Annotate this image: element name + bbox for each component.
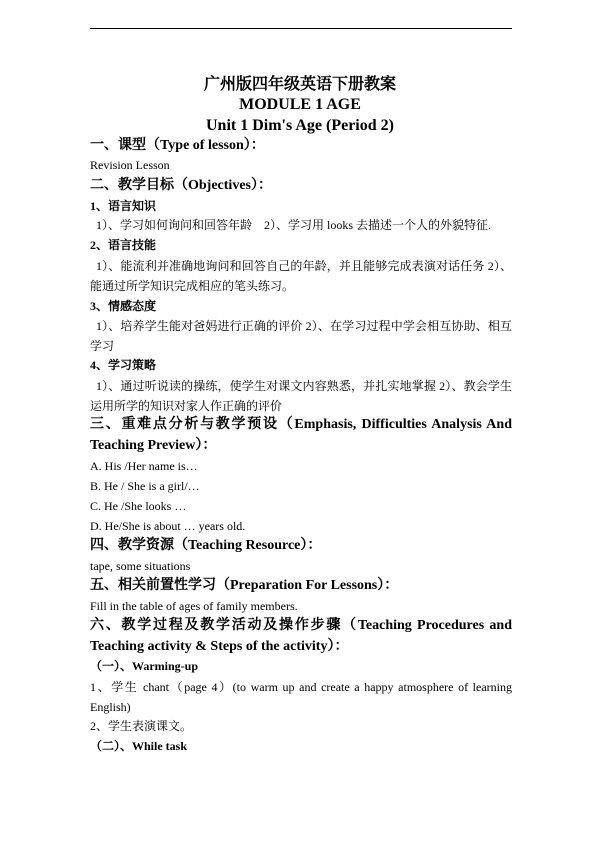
attitude-heading: 3、情感态度 xyxy=(90,299,157,313)
emphasis-item: C. He /She looks … xyxy=(90,499,187,513)
section-preparation-text: Fill in the table of ages of family members. xyxy=(90,599,298,613)
doc-title: 广州版四年级英语下册教案 xyxy=(203,76,396,93)
warmup-heading: （一）、Warming-up xyxy=(90,659,199,673)
section-type-text: Revision Lesson xyxy=(90,158,170,172)
emphasis-item: B. He / She is a girl/… xyxy=(90,479,200,493)
section-preparation-heading: 五、相关前置性学习（Preparation For Lessons）： xyxy=(90,578,399,593)
language-heading: 1、语言知识 xyxy=(90,199,157,213)
header-rule xyxy=(90,28,512,29)
section-procedures-heading: 六、教学过程及教学活动及操作步骤（Teaching Procedures and Teaching activity & Steps of the activity）： xyxy=(90,618,512,654)
emphasis-item: A. His /Her name is… xyxy=(90,459,198,473)
emphasis-item: D. He/She is about … years old. xyxy=(90,519,246,533)
language-text: 1）、学习如何询问和回答年龄 2）、学习用 looks 去描述一个人的外貌特征. xyxy=(96,218,492,232)
section-type-heading: 一、课型（Type of lesson）： xyxy=(90,138,265,153)
section-resource-heading: 四、教学资源（Teaching Resource）： xyxy=(90,538,322,553)
section-objectives-heading: 二、教学目标（Objectives）： xyxy=(90,178,272,193)
attitude-text: 1）、培养学生能对爸妈进行正确的评价 2）、在学习过程中学会相互协助、相互学习 xyxy=(90,319,512,353)
section-emphasis-heading: 三、重难点分析与教学预设（Emphasis, Difficulties Analysis And Teaching Preview）： xyxy=(90,417,512,453)
skills-text: 1）、能流利并准确地询问和回答自己的年龄，并且能够完成表演对话任务 2）、能通过所学知识完成相应的笔头练习。 xyxy=(90,259,512,293)
skills-heading: 2、语言技能 xyxy=(90,238,157,252)
strategy-heading: 4、学习策略 xyxy=(90,358,157,372)
strategy-text: 1）、通过听说读的操练，使学生对课文内容熟悉，并扎实地掌握 2）、教会学生运用所学的知识对家人作正确的评价 xyxy=(90,379,512,413)
module-title: MODULE 1 AGE xyxy=(239,96,361,113)
section-resource-text: tape, some situations xyxy=(90,559,191,573)
warmup-step-2: 2、学生表演课文。 xyxy=(90,719,193,733)
warmup-step-1: 1、学生 chant（page 4）(to warm up and create a happy atmosphere of learning English) xyxy=(90,680,512,714)
unit-title: Unit 1 Dim's Age (Period 2) xyxy=(206,117,394,134)
while-task-heading: （二）、While task xyxy=(90,739,188,753)
